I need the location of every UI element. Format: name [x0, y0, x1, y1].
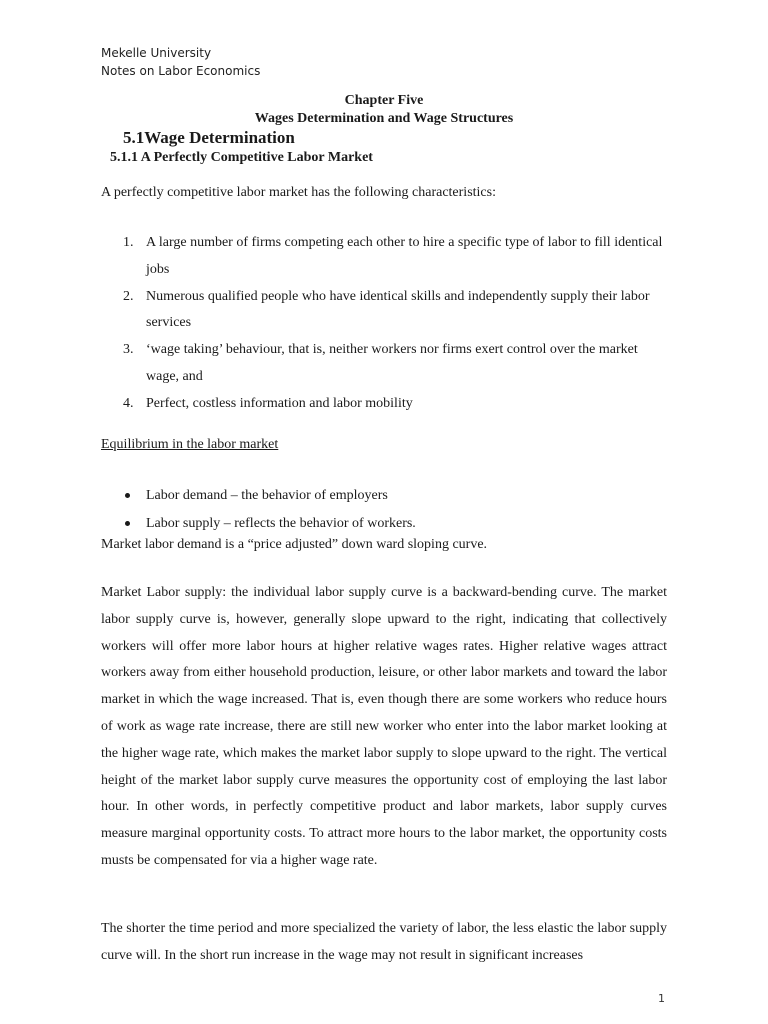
elasticity-paragraph: The shorter the time period and more specialized the variety of labor, the less elastic the labor supply curve will. In the short run increase in the wage may not result in significant increases	[101, 921, 667, 963]
bullet-item	[101, 510, 671, 538]
header-institution: Mekelle University	[101, 46, 212, 60]
list-item-number: 1.	[123, 235, 134, 250]
chapter-number: Chapter Five	[344, 93, 424, 108]
list-item-number: 3.	[123, 342, 134, 358]
characteristics-list	[101, 230, 671, 418]
bullet-icon	[101, 482, 146, 510]
page-number: 1	[658, 992, 665, 1005]
intro-text: A perfectly competitive labor market has the following characteristics:	[101, 185, 496, 200]
market-demand-text: Market labor demand is a “price adjusted” down ward sloping curve.	[101, 537, 488, 552]
list-item-number: 4.	[123, 395, 134, 411]
list-item	[101, 230, 671, 284]
list-item-text: Numerous qualified people who have identical skills and independently supply their labor services	[146, 288, 650, 331]
list-item-text: Perfect, costless information and labor mobility	[146, 395, 413, 411]
list-item-text: ‘wage taking’ behaviour, that is, neither workers nor firms exert control over the market wage, and	[146, 342, 638, 384]
bullet-text: Labor demand – the behavior of employers	[146, 488, 388, 503]
subsection-heading: 5.1.1 A Perfectly Competitive Labor Market	[110, 150, 373, 165]
list-item	[101, 337, 671, 391]
market-supply-paragraph: Market Labor supply: the individual labor supply curve is a backward-bending curve. The market labor supply curve is, however, generally slope upward to the right, indicating that collectively workers will offer more labor hours at higher relative wages rates. Higher relative wages attract workers away from either household production, leisure, or other labor markets and toward the labor market in which the wage increased. That is, even though there are some workers who reduce hours of work as wage rate increase, there are still new worker who enter into the labor market looking at the higher wage rate, which makes the market labor supply to slope upward to the right. The vertical height of the market labor supply curve measures the opportunity cost of employing the last labor hour. In other words, in perfectly competitive product and labor markets, labor supply curves measure marginal opportunity costs. To attract more hours to the labor market, the opportunity costs musts be compensated for via a higher wage rate.	[101, 585, 667, 868]
list-item-number: 2.	[123, 288, 134, 304]
header-course: Notes on Labor Economics	[101, 64, 261, 78]
list-item-text: A large number of firms competing each other to hire a specific type of labor to fill identical jobs	[146, 235, 663, 277]
list-item	[101, 284, 671, 338]
list-item	[101, 391, 671, 418]
bullet-icon	[101, 510, 146, 538]
bullet-item	[101, 482, 671, 510]
equilibrium-heading: Equilibrium in the labor market	[101, 437, 279, 452]
chapter-title: Wages Determination and Wage Structures	[254, 111, 514, 126]
bullet-text: Labor supply – reflects the behavior of workers.	[146, 515, 416, 531]
section-heading: 5.1Wage Determination	[123, 128, 295, 147]
bullet-list	[101, 482, 671, 537]
